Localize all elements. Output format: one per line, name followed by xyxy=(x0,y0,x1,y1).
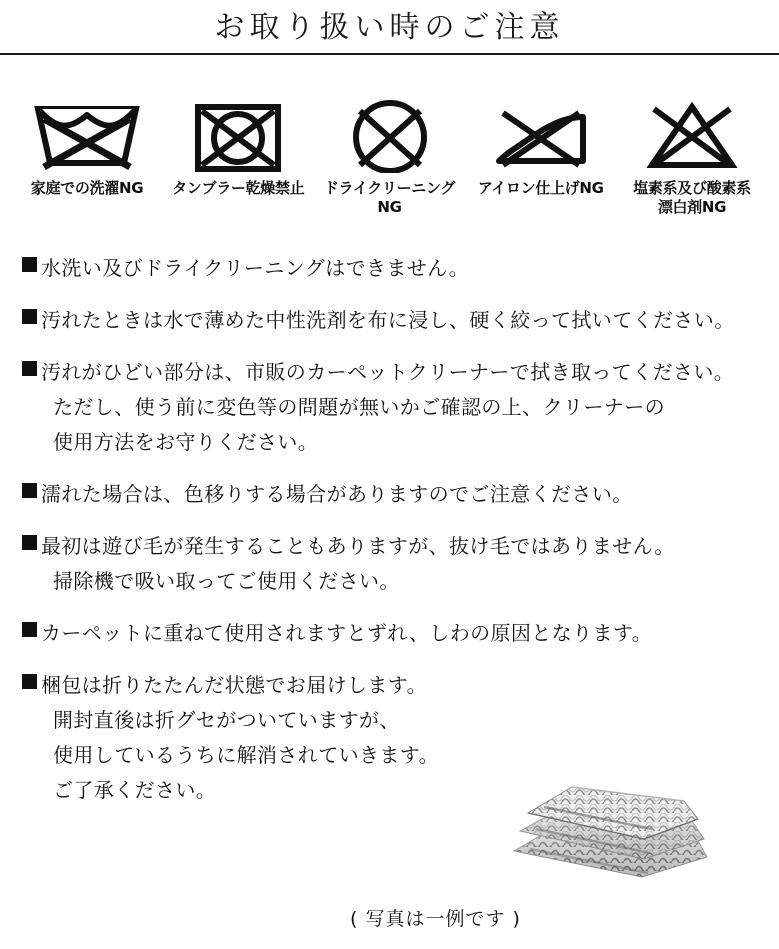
note-line: カーペットに重ねて使用されますとずれ、しわの原因となります。 xyxy=(41,620,653,645)
note-text xyxy=(41,529,757,599)
note-line: 最初は遊び毛が発生することもありますが、抜け毛ではありません。 xyxy=(41,533,675,558)
care-symbol-label: 家庭での洗濯NG xyxy=(30,179,144,197)
care-symbol-label-line2: 漂白剤NG xyxy=(657,197,727,216)
care-symbols-row xyxy=(0,65,779,217)
care-symbol-label: 塩素系及び酸素系 xyxy=(633,179,751,197)
folded-blanket-photo xyxy=(492,759,727,894)
photo-caption: ( 写真は一例です ) xyxy=(350,908,521,930)
note-item xyxy=(22,355,757,460)
note-text xyxy=(41,303,757,338)
no-bleach-icon xyxy=(640,95,744,173)
note-line: ただし、使う前に変色等の問題が無いかご確認の上、クリーナーの xyxy=(53,394,665,419)
care-symbol-no-dry-clean xyxy=(315,95,465,217)
no-tumble-dry-icon xyxy=(190,95,286,173)
care-symbol-no-iron xyxy=(466,95,616,198)
care-notes-list xyxy=(0,217,779,808)
note-item xyxy=(22,251,757,286)
note-text xyxy=(41,355,757,460)
note-line: 使用方法をお守りください。 xyxy=(53,429,319,454)
page-header xyxy=(0,0,779,65)
square-bullet-icon xyxy=(22,674,37,689)
care-symbol-label: アイロン仕上げNG xyxy=(477,179,604,197)
square-bullet-icon xyxy=(22,483,37,498)
note-text xyxy=(41,477,757,512)
note-line: 使用しているうちに解消されていきます。 xyxy=(53,742,439,767)
note-line: 汚れがひどい部分は、市販のカーペットクリーナーで拭き取ってください。 xyxy=(41,359,735,384)
note-item xyxy=(22,303,757,338)
note-line: 梱包は折りたたんだ状態でお届けします。 xyxy=(41,672,427,697)
note-item xyxy=(22,616,757,651)
product-photo xyxy=(492,759,727,894)
header-divider xyxy=(0,53,779,55)
note-line: 濡れた場合は、色移りする場合がありますのでご注意ください。 xyxy=(41,481,633,506)
note-text xyxy=(41,616,757,651)
square-bullet-icon xyxy=(22,361,37,376)
care-symbol-no-bleach xyxy=(617,95,767,217)
no-home-wash-icon xyxy=(28,95,146,173)
note-line: ご了承ください。 xyxy=(53,777,217,802)
square-bullet-icon xyxy=(22,622,37,637)
note-line: 開封直後は折グセがついていますが、 xyxy=(53,707,400,732)
square-bullet-icon xyxy=(22,309,37,324)
care-symbol-label: タンブラー乾燥禁止 xyxy=(172,179,305,197)
care-symbol-label: ドライクリーニングNG xyxy=(323,179,456,216)
no-iron-icon xyxy=(491,95,591,173)
no-dry-clean-icon xyxy=(342,95,438,173)
note-text xyxy=(41,251,757,286)
page-title: お取り扱い時のご注意 xyxy=(214,10,565,45)
note-line: 水洗い及びドライクリーニングはできません。 xyxy=(41,255,470,280)
square-bullet-icon xyxy=(22,535,37,550)
note-line: 掃除機で吸い取ってご使用ください。 xyxy=(53,568,400,593)
note-item xyxy=(22,477,757,512)
note-item xyxy=(22,529,757,599)
note-line: 汚れたときは水で薄めた中性洗剤を布に浸し、硬く絞って拭いてください。 xyxy=(41,307,735,332)
square-bullet-icon xyxy=(22,257,37,272)
care-symbol-no-home-wash xyxy=(12,95,162,198)
care-symbol-no-tumble-dry xyxy=(163,95,313,198)
